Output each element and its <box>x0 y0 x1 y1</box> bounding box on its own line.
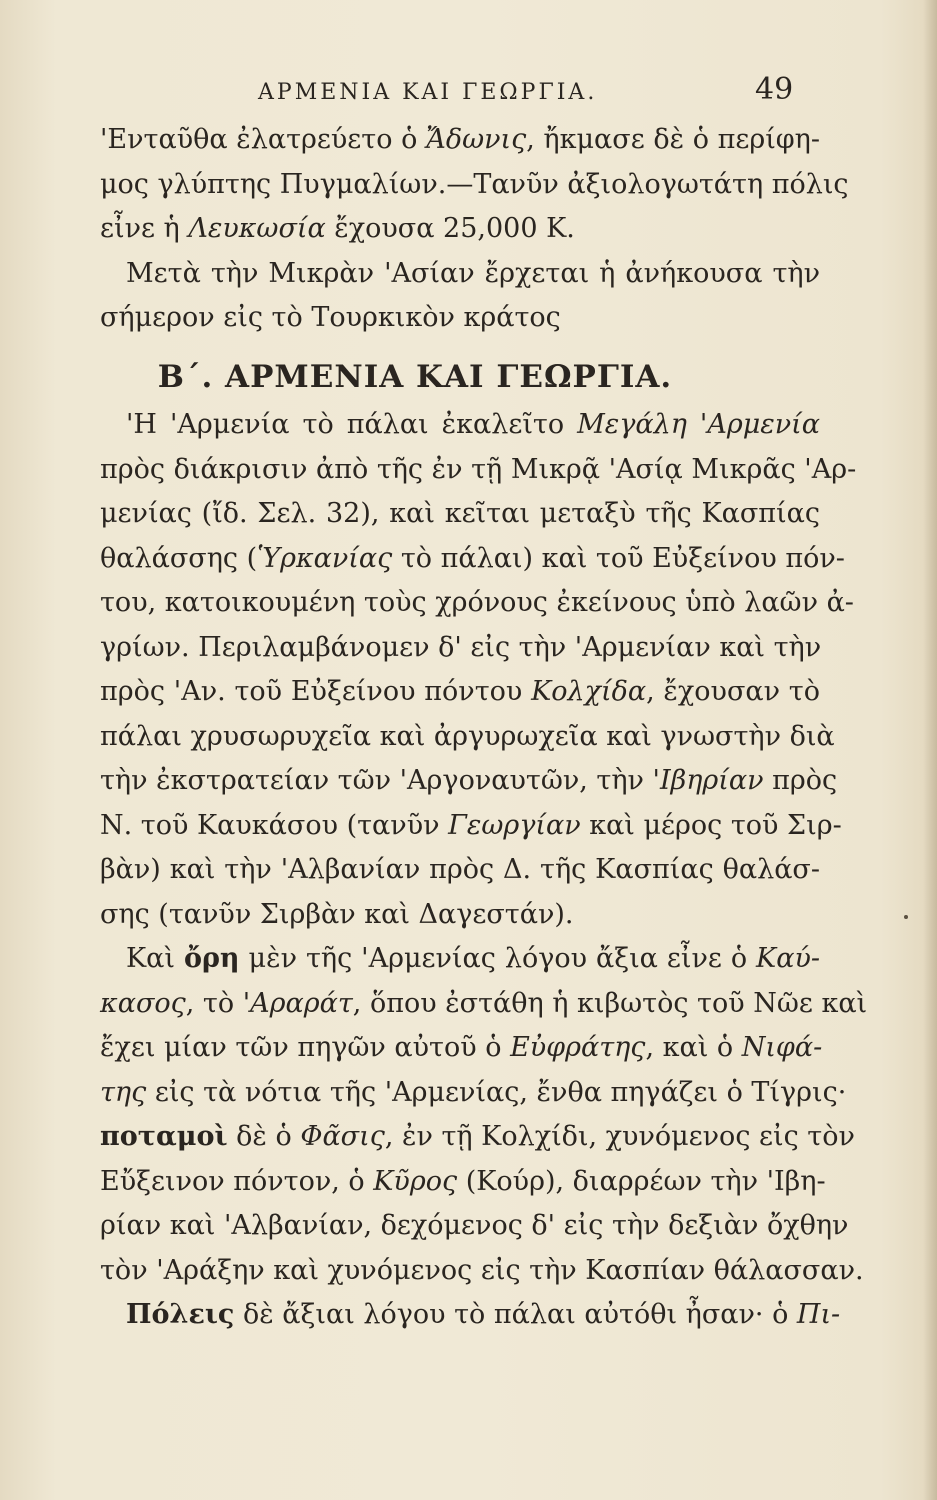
running-title: ΑΡΜΕΝΙΑ ΚΑΙ ΓΕΩΡΓΙΑ. <box>258 80 598 105</box>
text-line: Εὔξεινον πόντον, ὁ Κῦρος (Κούρ), διαρρέων τὴν 'Ιβη- <box>100 1165 826 1197</box>
text-line: Καὶ ὄρη μὲν τῆς 'Αρμενίας λόγου ἄξια εἶνε ὁ Καύ- <box>126 943 820 974</box>
body-text <box>100 118 868 1338</box>
text-line: μενίας (ἴδ. Σελ. 32), καὶ κεῖται μεταξὺ τῆς Κασπίας <box>100 498 820 529</box>
text-line: 'Η 'Αρμενία τὸ πάλαι ἐκαλεῖτο Μεγάλη 'Αρμενία <box>126 409 820 440</box>
text-line: Ν. τοῦ Καυκάσου (τανῦν Γεωργίαν καὶ μέρος τοῦ Σιρ- <box>100 809 842 841</box>
bold-term: ποταμοὶ <box>100 1121 228 1152</box>
text-line: μος γλύπτης Πυγμαλίων.—Τανῦν ἀξιολογωτάτη πόλις <box>100 168 849 200</box>
paragraph-mountains-rivers <box>100 937 868 1293</box>
paragraph-cyprus-end <box>100 118 849 252</box>
text-line: τὸν 'Αράξην καὶ χυνόμενος εἰς τὴν Κασπίαν θάλασσαν. <box>100 1254 864 1286</box>
italic-term: Κολχίδα <box>531 676 647 707</box>
italic-term: Νιφά- <box>741 1032 823 1063</box>
italic-term: 'Αραράτ <box>242 987 353 1019</box>
italic-term: Πι- <box>796 1299 841 1330</box>
page-header <box>0 72 937 112</box>
text-line: πρὸς διάκρισιν ἀπὸ τῆς ἐν τῇ Μικρᾷ 'Ασίᾳ Μικρᾶς 'Αρ- <box>100 453 857 485</box>
bold-term: Πόλεις <box>126 1299 235 1330</box>
text-line: του, κατοικουμένη τοὺς χρόνους ἐκείνους ὑπὸ λαῶν ἀ- <box>100 587 854 618</box>
italic-term: Φᾶσις <box>300 1121 385 1152</box>
paragraph-armenia-description <box>100 403 857 937</box>
italic-term: Μεγάλη 'Αρμενία <box>577 409 820 440</box>
text-line: πάλαι χρυσωρυχεῖα καὶ ἀργυρωχεῖα καὶ γνωστὴν διὰ <box>100 720 835 752</box>
text-line: εἶνε ἡ Λευκωσία ἔχουσα 25,000 Κ. <box>100 213 575 244</box>
text-line: Μετὰ τὴν Μικρὰν 'Ασίαν ἔρχεται ἡ ἀνήκουσα τὴν <box>126 257 820 289</box>
page-number: 49 <box>755 72 794 107</box>
text-line: ποταμοὶ δὲ ὁ Φᾶσις, ἐν τῇ Κολχίδι, χυνόμενος εἰς τὸν <box>100 1121 855 1152</box>
text-line: πρὸς 'Αν. τοῦ Εὐξείνου πόντου Κολχίδα, ἔχουσαν τὸ <box>100 676 820 707</box>
text-line: βὰν) καὶ τὴν 'Αλβανίαν πρὸς Δ. τῆς Κασπίας θαλάσ- <box>100 854 820 885</box>
text-line: τὴν ἐκστρατείαν τῶν 'Αργοναυτῶν, τὴν 'Ιβηρίαν πρὸς <box>100 765 838 796</box>
italic-term: Ἄδωνις <box>426 124 527 155</box>
section-heading: Β΄. ΑΡΜΕΝΙΑ ΚΑΙ ΓΕΩΡΓΙΑ. <box>157 358 673 395</box>
paragraph-asia-minor-intro <box>100 252 820 341</box>
text-line: ἔχει μίαν τῶν πηγῶν αὐτοῦ ὁ Εὐφράτης, καὶ ὁ Νιφά- <box>100 1032 823 1063</box>
text-line: σήμερον εἰς τὸ Τουρκικὸν κράτος <box>100 302 561 333</box>
text-line: Πόλεις δὲ ἄξιαι λόγου τὸ πάλαι αὐτόθι ἦσαν· ὁ Πι- <box>126 1299 841 1330</box>
text-line: κασος, τὸ 'Αραράτ, ὅπου ἐστάθη ἡ κιβωτὸς τοῦ Νῶε καὶ <box>100 987 868 1019</box>
italic-term: κασος <box>100 987 186 1019</box>
text-line: θαλάσσης (Ὑρκανίας τὸ πάλαι) καὶ τοῦ Εὐξείνου πόν- <box>100 542 845 574</box>
text-line: ρίαν καὶ 'Αλβανίαν, δεχόμενος δ' εἰς τὴν δεξιὰν ὄχθην <box>100 1210 849 1241</box>
page-gutter-shadow <box>923 0 937 1500</box>
italic-term: Ὑρκανίας <box>257 542 393 574</box>
text-line: γρίων. Περιλαμβάνομεν δ' εἰς τὴν 'Αρμενίαν καὶ τὴν <box>100 631 822 663</box>
italic-term: Κῦρος <box>373 1165 458 1197</box>
italic-term: Εὐφράτης <box>510 1032 646 1063</box>
bold-term: ὄρη <box>183 943 240 974</box>
italic-term: Λευκωσία <box>188 213 326 244</box>
text-line: της εἰς τὰ νότια τῆς 'Αρμενίας, ἔνθα πηγάζει ὁ Τίγρις· <box>100 1076 847 1108</box>
italic-term: Γεωργίαν <box>448 809 581 841</box>
italic-term: Καύ- <box>756 943 820 974</box>
paragraph-cities <box>100 1293 841 1338</box>
text-line: 'Ενταῦθα ἐλατρεύετο ὁ Ἄδωνις, ἤκμασε δὲ ὁ περίφη- <box>100 124 820 155</box>
text-line: σης (τανῦν Σιρβὰν καὶ Δαγεστάν). <box>100 898 574 930</box>
italic-term: 'Ιβηρίαν <box>652 765 764 796</box>
italic-term: της <box>100 1076 147 1108</box>
print-speck <box>904 915 908 919</box>
